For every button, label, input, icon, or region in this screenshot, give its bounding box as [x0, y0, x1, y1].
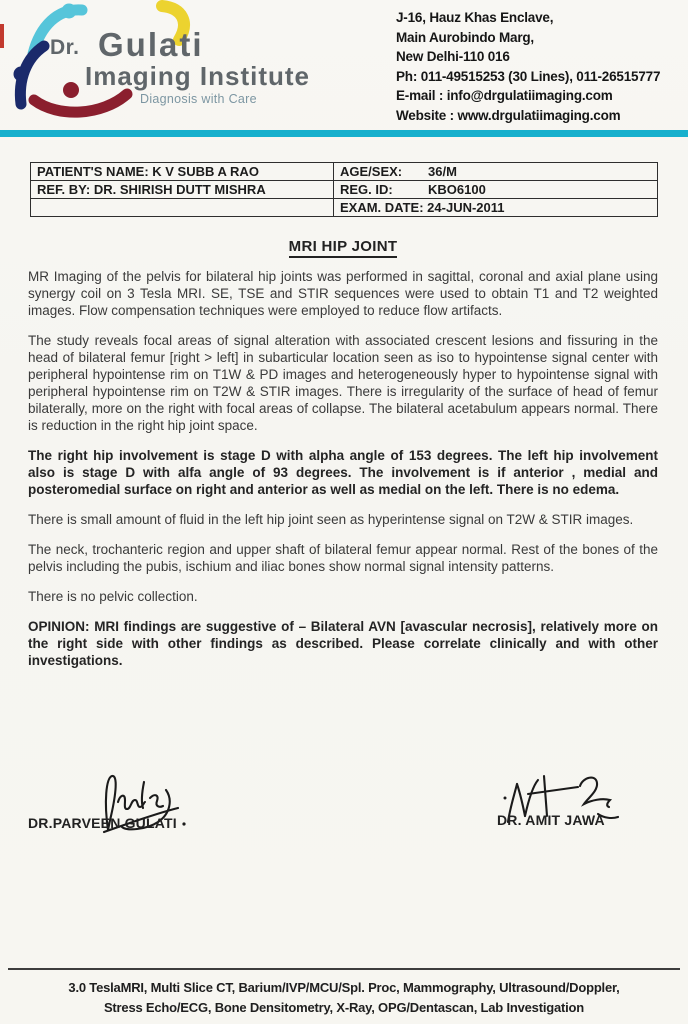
scan-red-mark	[0, 24, 4, 48]
reg-id-cell	[334, 181, 658, 199]
report-body	[28, 238, 658, 682]
ref-by-cell: REF. BY: DR. SHIRISH DUTT MISHRA	[31, 181, 334, 199]
logo-title-prefix: Dr.	[50, 36, 80, 59]
empty-cell	[31, 199, 334, 217]
address-line-2: Main Aurobindo Marg,	[396, 29, 534, 45]
patient-info-table	[30, 162, 658, 217]
logo-tagline: Diagnosis with Care	[140, 92, 257, 106]
signatory-name-right: DR. AMIT JAWA	[497, 812, 605, 828]
signatory-name-left: DR.PARVEEN GULATI	[28, 815, 177, 831]
services-line-2: Stress Echo/ECG, Bone Densitometry, X-Ray, OPG/Dentascan, Lab Investigation	[103, 1000, 585, 1015]
paragraph-fluid: There is small amount of fluid in the left hip joint seen as hyperintense signal on T2W & STIR images.	[28, 512, 634, 527]
logo-title-sub: Imaging Institute	[85, 61, 310, 91]
exam-date-value: 24-JUN-2011	[427, 200, 505, 215]
address-line-3: New Delhi-110 016	[396, 49, 510, 64]
exam-date-label: EXAM. DATE:	[340, 200, 424, 215]
paragraph-other-bones: The neck, trochanteric region and upper shaft of bilateral femur appear normal. Rest of the bones of the pelvis including the pubis, ischium and iliac bones show normal signal intensity patterns.	[28, 542, 658, 574]
address-line-1: J-16, Hauz Khas Enclave,	[396, 10, 554, 25]
paragraph-technique: MR Imaging of the pelvis for bilateral hip joints was performed in sagittal, coronal and axial plane using synergy coil on 3 Tesla MRI. SE, TSE and STIR sequences were used to obtain T1 and T2 weighted images. Flow compensation techniques were employed to reduce flow artifacts.	[28, 269, 658, 318]
paragraph-staging: The right hip involvement is stage D with alpha angle of 153 degrees. The left hip involvement also is stage D with alfa angle of 93 degrees. The involvement is if anterior , medial and posteromedial surface on right and anterior as well as medial on the left. There is no edema.	[28, 448, 658, 497]
header-accent-bar	[0, 130, 688, 137]
footer	[0, 968, 688, 1018]
paragraph-findings: The study reveals focal areas of signal alteration with associated crescent lesions and fissuring in the head of bilateral femur [right > left] in subarticular location seen as iso to hypointense signal center with peripheral hypointense rim on T1W & PD images and heterogeneously hyper to hypointense signal with peripheral hypointense rim on T2W & STIR images. There is irregularity of the surface of head of femur bilaterally, more on the right with focal areas of collapse. The bilateral acetabulum appears normal. There is reduction in the right hip joint space.	[28, 333, 658, 433]
age-sex-label: AGE/SEX:	[340, 164, 403, 179]
phone-line: Ph: 011-49515253 (30 Lines), 011-26515777	[396, 68, 661, 84]
exam-date-cell	[334, 199, 658, 217]
table-row	[31, 163, 658, 181]
signature-block	[0, 768, 688, 848]
reg-id-value: KBO6100	[428, 182, 486, 197]
services-line-1: 3.0 TeslaMRI, Multi Slice CT, Barium/IVP/MCU/Spl. Proc, Mammography, Ultrasound/Doppler,	[68, 980, 620, 995]
logo-title-main: Gulati	[98, 26, 204, 63]
age-sex-value: 36/M	[428, 164, 457, 179]
clinic-logo	[6, 0, 376, 128]
paragraph-pelvic-collection: There is no pelvic collection.	[28, 589, 198, 604]
reg-id-label: REG. ID:	[340, 182, 393, 197]
website-line: Website : www.drgulatiimaging.com	[396, 107, 621, 123]
table-row	[31, 199, 658, 217]
report-title-text: MRI HIP JOINT	[289, 238, 398, 258]
contact-info	[396, 8, 686, 125]
table-row	[31, 181, 658, 199]
paragraph-opinion: OPINION: MRI findings are suggestive of – Bilateral AVN [avascular necrosis], relatively more on the right side with other findings as described. Please correlate clinically and with other investigations.	[28, 619, 658, 668]
email-line: E-mail : info@drgulatiimaging.com	[396, 88, 613, 103]
age-sex-cell	[334, 163, 658, 181]
footer-divider	[8, 968, 680, 970]
services-list	[0, 978, 688, 1018]
report-title	[28, 238, 658, 255]
patient-name-cell: PATIENT'S NAME: K V SUBB A RAO	[31, 163, 334, 181]
